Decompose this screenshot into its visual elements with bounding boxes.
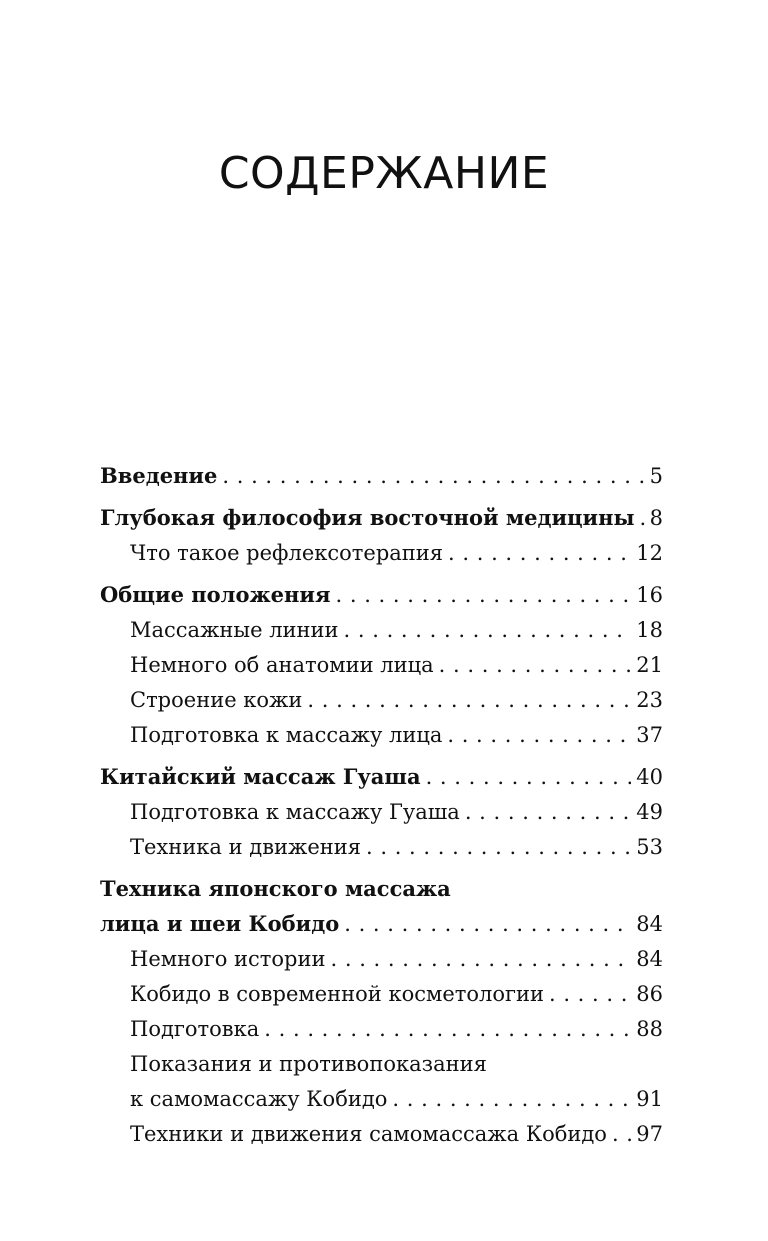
toc-entry-title-line: Техника японского массажа [100,876,451,901]
toc-page-number: 18 [636,618,663,642]
dot-leader [447,718,631,753]
toc-entry [100,458,663,494]
toc-entry-title: Введение [100,463,218,488]
toc-page-number: 12 [636,541,663,565]
table-of-contents [100,458,663,1152]
toc-subentry [100,1082,663,1117]
toc-page-number: 86 [636,982,663,1006]
toc-page-number: 84 [636,947,663,971]
toc-subentry [100,1117,663,1152]
toc-entry-title: Кобидо в современной косметологии [130,982,544,1006]
dot-leader [344,613,632,648]
toc-page-number: 40 [636,765,663,789]
toc-entry-title: Строение кожи [130,688,303,712]
toc-subentry [100,977,663,1012]
toc-subentry [100,536,663,571]
toc-page-number: 16 [636,583,663,607]
toc-entry-title: Общие положения [100,582,331,607]
toc-page-number: 5 [649,464,663,488]
dot-leader [366,830,631,865]
toc-entry [100,906,663,942]
toc-page-number: 23 [636,688,663,712]
dot-leader [331,942,632,977]
toc-entry-title-line: Показания и противопоказания [130,1052,487,1076]
dot-leader [549,977,631,1012]
toc-entry-title: Техники и движения самомассажа Кобидо [130,1122,607,1146]
toc-entry-title: Массажные линии [130,618,339,642]
toc-page-number: 49 [636,800,663,824]
toc-subentry [100,1012,663,1047]
toc-entry [100,759,663,795]
page-title: СОДЕРЖАНИЕ [218,148,550,199]
toc-entry-title: Техника и движения [130,835,361,859]
dot-leader [439,648,632,683]
dot-leader [640,501,645,536]
toc-entry-title: лица и шеи Кобидо [100,911,340,936]
toc-entry-title: Подготовка к массажу Гуаша [130,800,460,824]
dot-leader [307,683,631,718]
toc-page-number: 91 [636,1087,663,1111]
toc-page-number: 84 [636,912,663,936]
toc-subentry [100,942,663,977]
toc-entry-title: к самомассажу Кобидо [130,1087,388,1111]
toc-entry [100,500,663,536]
dot-leader [612,1117,631,1152]
dot-leader [426,760,632,795]
toc-entry-title: Подготовка [130,1017,260,1041]
toc-page-number: 53 [636,835,663,859]
dot-leader [264,1012,631,1047]
toc-subentry [100,683,663,718]
toc-subentry [100,648,663,683]
dot-leader [336,578,632,613]
toc-page-number: 88 [636,1017,663,1041]
toc-entry-title: Китайский массаж Гуаша [100,764,421,789]
toc-entry-title: Немного об анатомии лица [130,653,434,677]
toc-page-number: 8 [649,506,663,530]
dot-leader [465,795,631,830]
toc-page-number: 97 [636,1122,663,1146]
toc-subentry [100,795,663,830]
toc-entry-title: Подготовка к массажу лица [130,723,443,747]
toc-entry-title: Глубокая философия восточной медицины [100,505,635,530]
toc-entry [100,577,663,613]
dot-leader [448,536,631,571]
toc-subentry [100,718,663,753]
toc-page-number: 37 [636,723,663,747]
dot-leader [222,459,644,494]
dot-leader [392,1082,631,1117]
toc-page-number: 21 [636,653,663,677]
toc-entry-title: Что такое рефлексотерапия [130,541,444,565]
dot-leader [344,907,631,942]
toc-entry-title: Немного истории [130,947,326,971]
toc-subentry [100,830,663,865]
toc-subentry [100,613,663,648]
